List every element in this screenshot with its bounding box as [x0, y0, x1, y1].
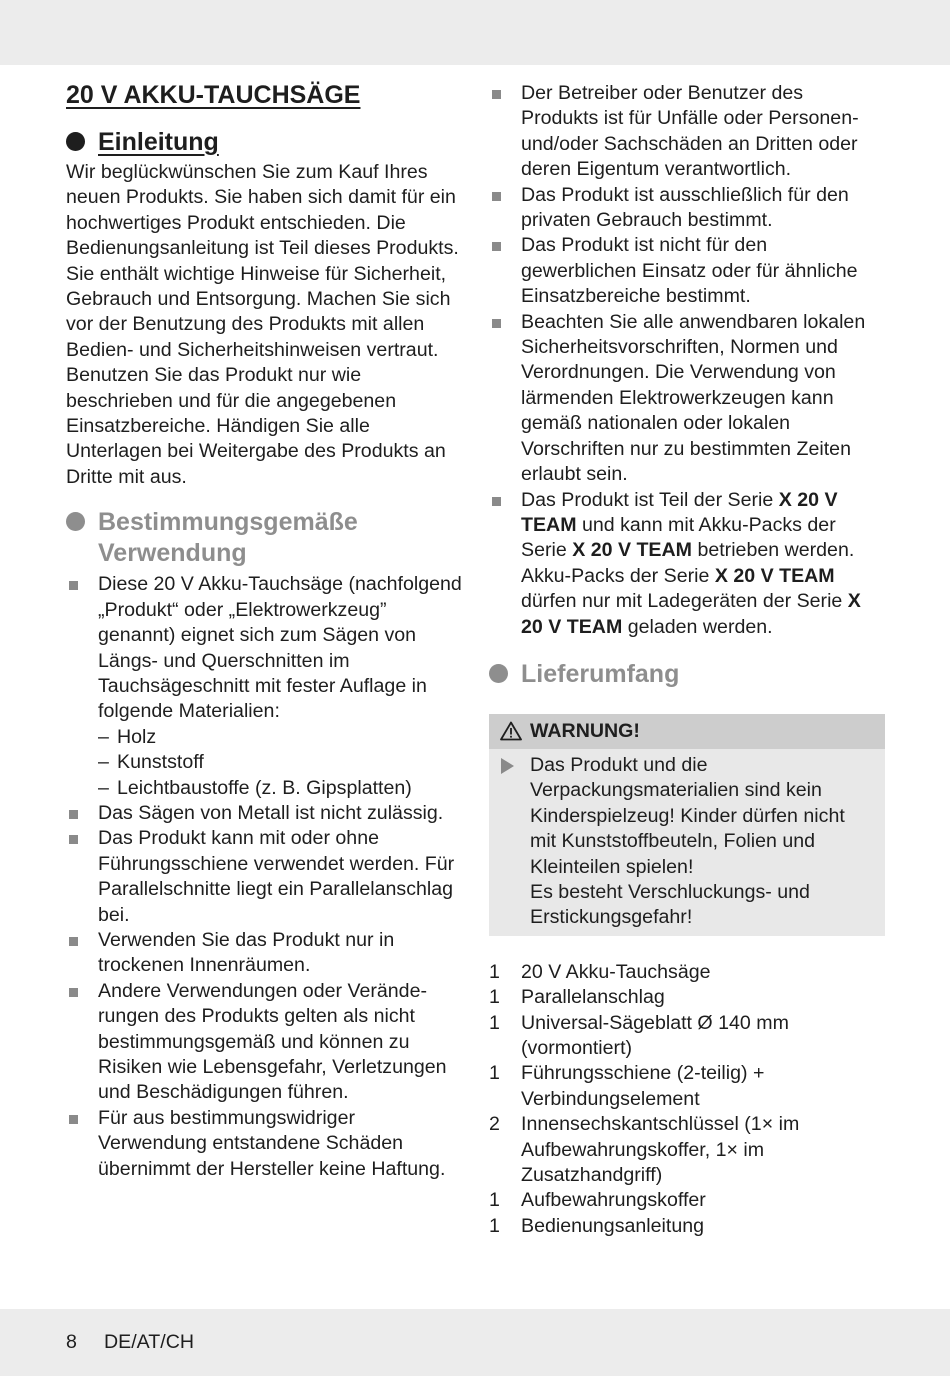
- list-item: Das Produkt kann mit oder ohne Führungsschiene verwendet werden. Für Parallelschnitte liegt ein Parallelanschlag bei.: [66, 826, 466, 928]
- delivery-list: [489, 960, 885, 1239]
- list-item: [489, 1011, 885, 1062]
- page-footer: [66, 1330, 194, 1355]
- header-band: [0, 0, 950, 65]
- left-column: [66, 80, 466, 1182]
- material-item: – Leichtbaustoffe (z. B. Gipsplatten): [98, 776, 466, 801]
- list-item: [489, 1061, 885, 1112]
- usage-list: [66, 572, 466, 1182]
- warning-title: WARNUNG!: [530, 719, 640, 742]
- list-item: [489, 488, 885, 640]
- bullet-dot-icon: [489, 664, 508, 683]
- warning-text: Es besteht Verschluckungs- und Erstickungsgefahr!: [530, 880, 810, 929]
- list-item: [66, 572, 466, 801]
- right-column: [489, 81, 885, 1239]
- text-run: Das Produkt ist Teil der Serie: [521, 488, 774, 511]
- material-item: – Kunststoff: [98, 750, 466, 775]
- list-item: Der Betreiber oder Benutzer des Produkts ist für Unfälle oder Personen- und/oder Sachschäden an Dritten oder deren Eigentum verantwortlich.: [489, 81, 885, 183]
- heading-line: Verwendung: [98, 539, 247, 568]
- item-text: Parallelanschlag: [521, 986, 665, 1009]
- region-label: DE/AT/CH: [104, 1331, 194, 1353]
- list-item: Beachten Sie alle anwendbaren lokalen Sicherheitsvorschriften, Normen und Verordnungen. Die Verwendung von lärmenden Elektrowerkzeugen kann gemäß nationalen oder lokalen Vorschriften nur zu bestimmten Zeiten erlaubt sein.: [489, 310, 885, 488]
- item-quantity: 1: [489, 1062, 500, 1085]
- warning-header: [489, 714, 885, 749]
- series-name: X 20 V TEAM: [521, 488, 838, 536]
- text-run: geladen werden.: [627, 615, 773, 638]
- item-text: 20 V Akku-Tauchsäge: [521, 960, 711, 983]
- item-text: Führungsschiene (2-teilig) + Verbindungselement: [521, 1062, 765, 1110]
- list-item: [489, 1214, 885, 1239]
- item-quantity: 1: [489, 960, 500, 983]
- liability-list: [489, 81, 885, 640]
- section-heading-einleitung: [66, 127, 466, 158]
- section-heading-text: Lieferumfang: [521, 659, 680, 688]
- section-heading-text: [98, 507, 358, 569]
- section-heading-text: Einleitung: [98, 128, 219, 156]
- warning-box: [489, 714, 885, 936]
- heading-line: Bestimmungsgemäße: [98, 508, 358, 537]
- section-heading-lieferumfang: [489, 659, 885, 690]
- list-item: Das Produkt ist ausschließlich für den privaten Gebrauch bestimmt.: [489, 183, 885, 234]
- list-item: Verwenden Sie das Produkt nur in trockenen Innenräumen.: [66, 928, 466, 979]
- item-text: Innensechskantschlüssel (1× im Aufbewahrungskoffer, 1× im Zusatzhandgriff): [521, 1113, 800, 1187]
- item-quantity: 1: [489, 1189, 500, 1212]
- list-item: [489, 960, 885, 985]
- item-quantity: 1: [489, 1011, 500, 1034]
- warning-body: [489, 749, 885, 936]
- list-item: [489, 985, 885, 1010]
- section-heading-bestimmung: [66, 507, 466, 569]
- warning-triangle-icon: [500, 721, 522, 741]
- series-name: X 20 V TEAM: [572, 539, 692, 562]
- item-quantity: 1: [489, 986, 500, 1009]
- page-title: 20 V AKKU-TAUCHSÄGE: [66, 81, 361, 109]
- list-item: [489, 1188, 885, 1213]
- bullet-dot-icon: [66, 132, 85, 151]
- text-run: dürfen nur mit Ladegeräten der Serie: [521, 590, 843, 613]
- text-run: und kann mit Akku-Packs der Serie: [521, 513, 836, 562]
- series-name: X 20 V TEAM: [521, 590, 861, 638]
- item-quantity: 1: [489, 1214, 500, 1237]
- list-item: [489, 1112, 885, 1188]
- arrow-right-icon: [501, 758, 514, 774]
- warning-text: Das Produkt und die Verpackungsmaterialien sind kein Kinderspielzeug! Kinder dürfen nicht mit Kunststoffbeuteln, Folien und Kleinteilen spielen!: [530, 753, 845, 878]
- material-list: [98, 725, 466, 801]
- bullet-dot-icon: [66, 512, 85, 531]
- text-run: betrieben werden. Akku-Packs der Serie: [521, 539, 855, 587]
- item-text: Aufbewahrungskoffer: [521, 1189, 706, 1212]
- list-item: Für aus bestimmungswidriger Verwendung entstandene Schäden übernimmt der Hersteller keine Haftung.: [66, 1106, 466, 1182]
- list-item-text: Diese 20 V Akku-Tauchsäge (nachfolgend „Produkt“ oder „Elektrowerkzeug” genannt) eignet sich zum Sägen von Längs- und Querschnitten im Tauchsägeschnitt mit fester Auflage in folgende Materialien:: [98, 573, 462, 723]
- list-item: Das Sägen von Metall ist nicht zulässig.: [66, 801, 466, 826]
- intro-paragraph: Wir beglückwünschen Sie zum Kauf Ihres neuen Produkts. Sie haben sich damit für ein hochwertiges Produkt entschieden. Die Bedienungsanleitung ist Teil dieses Produkts. Sie enthält wichtige Hinweise für Sicherheit, Gebrauch und Entsorgung. Machen Sie sich vor der Benutzung des Produkts mit allen Bedien- und Sicherheitshinweisen vertraut. Benutzen Sie das Produkt nur wie beschrieben und für die angegebenen Einsatzbereiche. Händigen Sie alle Unterlagen bei Weitergabe des Produkts an Dritte mit aus.: [66, 161, 459, 488]
- page-number: 8: [66, 1331, 77, 1353]
- item-text: Universal-Sägeblatt Ø 140 mm (vormontiert): [521, 1011, 789, 1059]
- material-item: – Holz: [98, 725, 466, 750]
- list-item: Andere Verwendungen oder Verände-rungen des Produkts gelten als nicht bestimmungsgemäß und können zu Risiken wie Lebensgefahr, Verletzungen und Beschädigungen führen.: [66, 979, 466, 1106]
- item-text: Bedienungsanleitung: [521, 1214, 705, 1237]
- item-quantity: 2: [489, 1113, 500, 1136]
- series-name: X 20 V TEAM: [714, 564, 835, 587]
- list-item: Das Produkt ist nicht für den gewerblichen Einsatz oder für ähnliche Einsatzbereiche bestimmt.: [489, 233, 885, 309]
